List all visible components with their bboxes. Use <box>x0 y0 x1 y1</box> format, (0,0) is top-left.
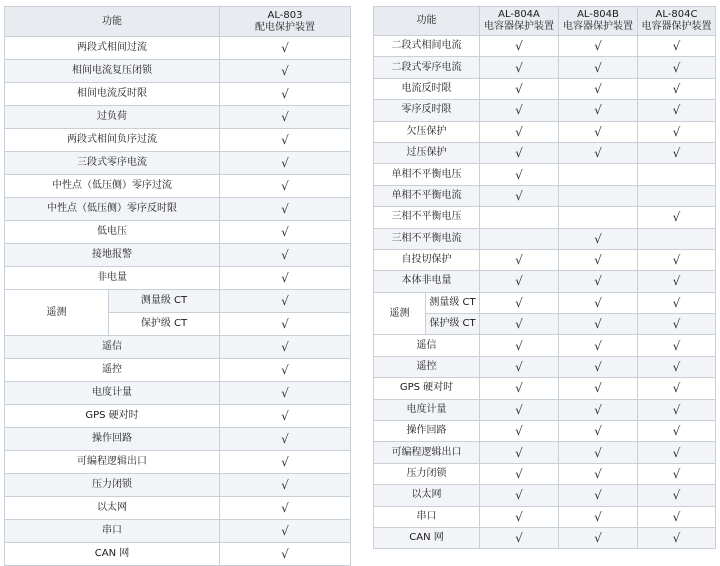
table-row <box>374 421 716 442</box>
table-row <box>374 207 716 228</box>
check-mark-c: √ <box>638 36 716 57</box>
check-mark-a: √ <box>480 78 559 99</box>
function-name: 遥信 <box>374 335 480 356</box>
check-mark: √ <box>220 520 351 543</box>
check-mark-b: √ <box>559 100 638 121</box>
check-mark-a: √ <box>480 314 559 335</box>
table-row <box>5 152 351 175</box>
table-row <box>5 290 351 313</box>
check-mark-c <box>638 164 716 185</box>
table-row <box>374 36 716 57</box>
function-name: 自投切保护 <box>374 249 480 270</box>
check-mark-c: √ <box>638 399 716 420</box>
table-row <box>374 78 716 99</box>
al804c-header <box>638 7 716 36</box>
check-mark-b <box>559 164 638 185</box>
check-mark: √ <box>220 313 351 336</box>
check-mark-b: √ <box>559 421 638 442</box>
check-mark-b: √ <box>559 228 638 249</box>
check-mark-b: √ <box>559 335 638 356</box>
check-mark: √ <box>220 129 351 152</box>
check-mark: √ <box>220 497 351 520</box>
check-mark-a: √ <box>480 421 559 442</box>
check-mark-b: √ <box>559 506 638 527</box>
check-mark: √ <box>220 244 351 267</box>
function-name: GPS 硬对时 <box>374 378 480 399</box>
al803-header-model: AL-803 <box>267 9 303 21</box>
check-mark-a: √ <box>480 356 559 377</box>
check-mark: √ <box>220 474 351 497</box>
table-row <box>5 451 351 474</box>
telemetry-sub-name: 保护级 CT <box>426 314 480 335</box>
check-mark: √ <box>220 37 351 60</box>
check-mark-c: √ <box>638 100 716 121</box>
check-mark-b: √ <box>559 292 638 313</box>
check-mark-b: √ <box>559 57 638 78</box>
check-mark-a <box>480 228 559 249</box>
check-mark-a: √ <box>480 527 559 548</box>
al804c-header-desc: 电容器保护装置 <box>641 21 712 32</box>
check-mark-a: √ <box>480 506 559 527</box>
table-row <box>374 249 716 270</box>
function-name: 压力闭锁 <box>5 474 220 497</box>
table-row <box>5 520 351 543</box>
check-mark-b: √ <box>559 271 638 292</box>
table-row <box>5 497 351 520</box>
check-mark-c: √ <box>638 527 716 548</box>
al803-header <box>220 7 351 37</box>
table-row <box>374 463 716 484</box>
function-name: 二段式零序电流 <box>374 57 480 78</box>
table-row <box>5 37 351 60</box>
check-mark-b: √ <box>559 442 638 463</box>
al804b-header-desc: 电容器保护装置 <box>563 21 633 32</box>
function-name: 两段式相间负序过流 <box>5 129 220 152</box>
table-row <box>374 164 716 185</box>
check-mark-a: √ <box>480 36 559 57</box>
check-mark: √ <box>220 175 351 198</box>
check-mark-a: √ <box>480 100 559 121</box>
table-row <box>374 485 716 506</box>
check-mark-c: √ <box>638 292 716 313</box>
check-mark-a: √ <box>480 292 559 313</box>
check-mark-c: √ <box>638 335 716 356</box>
check-mark-a: √ <box>480 399 559 420</box>
check-mark-c <box>638 185 716 206</box>
check-mark: √ <box>220 221 351 244</box>
function-name: 单相不平衡电流 <box>374 185 480 206</box>
check-mark-c: √ <box>638 271 716 292</box>
check-mark-b: √ <box>559 78 638 99</box>
check-mark-a: √ <box>480 335 559 356</box>
check-mark: √ <box>220 428 351 451</box>
check-mark: √ <box>220 543 351 566</box>
table-row <box>374 356 716 377</box>
function-name: 电流反时限 <box>374 78 480 99</box>
table-row <box>5 543 351 566</box>
al804b-header-model: AL-804B <box>577 9 619 20</box>
function-name: 单相不平衡电压 <box>374 164 480 185</box>
function-name: 二段式相间电流 <box>374 36 480 57</box>
check-mark-a: √ <box>480 485 559 506</box>
header-row <box>374 7 716 36</box>
telemetry-sub-name: 测量级 CT <box>426 292 480 313</box>
check-mark: √ <box>220 382 351 405</box>
check-mark: √ <box>220 405 351 428</box>
check-mark-c: √ <box>638 121 716 142</box>
table-row <box>374 228 716 249</box>
function-name: 遥控 <box>374 356 480 377</box>
check-mark: √ <box>220 451 351 474</box>
function-name: 中性点（低压侧）零序反时限 <box>5 198 220 221</box>
function-name: 接地报警 <box>5 244 220 267</box>
table-row <box>5 474 351 497</box>
function-name: 相间电流复压闭锁 <box>5 60 220 83</box>
function-name: 以太网 <box>5 497 220 520</box>
check-mark-b: √ <box>559 36 638 57</box>
function-name: 欠压保护 <box>374 121 480 142</box>
table-row <box>5 405 351 428</box>
table-row <box>5 60 351 83</box>
al804b-header <box>559 7 638 36</box>
table-row <box>5 129 351 152</box>
check-mark-c: √ <box>638 378 716 399</box>
check-mark-a: √ <box>480 442 559 463</box>
table-row <box>374 378 716 399</box>
check-mark-c: √ <box>638 506 716 527</box>
table-row <box>5 336 351 359</box>
function-name: 低电压 <box>5 221 220 244</box>
check-mark-c: √ <box>638 249 716 270</box>
check-mark-a: √ <box>480 249 559 270</box>
check-mark-c: √ <box>638 463 716 484</box>
al803-header-desc: 配电保护装置 <box>255 21 315 33</box>
function-name: 以太网 <box>374 485 480 506</box>
check-mark-c: √ <box>638 485 716 506</box>
function-name: 零序反时限 <box>374 100 480 121</box>
table-row <box>374 57 716 78</box>
check-mark-b: √ <box>559 314 638 335</box>
check-mark: √ <box>220 83 351 106</box>
function-name: 操作回路 <box>374 421 480 442</box>
table-row <box>5 428 351 451</box>
check-mark-b: √ <box>559 378 638 399</box>
check-mark-c: √ <box>638 356 716 377</box>
table-row <box>5 175 351 198</box>
check-mark: √ <box>220 106 351 129</box>
check-mark-c: √ <box>638 207 716 228</box>
table-row <box>374 100 716 121</box>
table-row <box>374 185 716 206</box>
header-row <box>5 7 351 37</box>
table-row <box>374 121 716 142</box>
al804a-header <box>480 7 559 36</box>
function-header: 功能 <box>374 7 480 36</box>
check-mark: √ <box>220 290 351 313</box>
table-row <box>5 221 351 244</box>
function-name: 电度计量 <box>5 382 220 405</box>
table-row <box>5 267 351 290</box>
check-mark-b: √ <box>559 249 638 270</box>
check-mark: √ <box>220 198 351 221</box>
check-mark: √ <box>220 267 351 290</box>
check-mark-c: √ <box>638 421 716 442</box>
telemetry-label: 遥测 <box>5 290 109 336</box>
table-row <box>5 106 351 129</box>
check-mark-a: √ <box>480 142 559 163</box>
function-name: 三相不平衡电流 <box>374 228 480 249</box>
function-name: 中性点（低压侧）零序过流 <box>5 175 220 198</box>
check-mark: √ <box>220 60 351 83</box>
check-mark-a: √ <box>480 378 559 399</box>
al804-feature-table <box>373 6 716 549</box>
function-name: GPS 硬对时 <box>5 405 220 428</box>
check-mark-c: √ <box>638 57 716 78</box>
check-mark-c: √ <box>638 142 716 163</box>
function-name: 非电量 <box>5 267 220 290</box>
telemetry-sub-name: 保护级 CT <box>109 313 220 336</box>
check-mark-b <box>559 185 638 206</box>
check-mark: √ <box>220 359 351 382</box>
function-name: 压力闭锁 <box>374 463 480 484</box>
check-mark-b: √ <box>559 485 638 506</box>
check-mark-a: √ <box>480 57 559 78</box>
table-row <box>5 382 351 405</box>
function-header: 功能 <box>5 7 220 37</box>
al804a-header-model: AL-804A <box>498 9 540 20</box>
check-mark-a: √ <box>480 164 559 185</box>
function-name: CAN 网 <box>5 543 220 566</box>
function-name: CAN 网 <box>374 527 480 548</box>
check-mark-c: √ <box>638 314 716 335</box>
function-name: 电度计量 <box>374 399 480 420</box>
function-name: 本体非电量 <box>374 271 480 292</box>
check-mark-c: √ <box>638 78 716 99</box>
check-mark: √ <box>220 336 351 359</box>
table-row <box>374 271 716 292</box>
al804c-header-model: AL-804C <box>655 9 698 20</box>
function-name: 串口 <box>5 520 220 543</box>
check-mark-a: √ <box>480 463 559 484</box>
function-name: 遥信 <box>5 336 220 359</box>
check-mark-c <box>638 228 716 249</box>
check-mark-b: √ <box>559 527 638 548</box>
table-row <box>374 292 716 313</box>
telemetry-sub-name: 测量级 CT <box>109 290 220 313</box>
check-mark-b: √ <box>559 463 638 484</box>
check-mark-b: √ <box>559 121 638 142</box>
function-name: 可编程逻辑出口 <box>5 451 220 474</box>
check-mark-a: √ <box>480 121 559 142</box>
table-row <box>374 142 716 163</box>
function-name: 两段式相间过流 <box>5 37 220 60</box>
function-name: 三相不平衡电压 <box>374 207 480 228</box>
check-mark-b: √ <box>559 399 638 420</box>
function-name: 操作回路 <box>5 428 220 451</box>
al804a-header-desc: 电容器保护装置 <box>484 21 554 32</box>
table-row <box>374 335 716 356</box>
check-mark-b <box>559 207 638 228</box>
function-name: 串口 <box>374 506 480 527</box>
check-mark-a: √ <box>480 185 559 206</box>
table-row <box>374 314 716 335</box>
function-name: 过压保护 <box>374 142 480 163</box>
table-row <box>5 83 351 106</box>
telemetry-label: 遥测 <box>374 292 426 335</box>
check-mark-c: √ <box>638 442 716 463</box>
function-name: 过负荷 <box>5 106 220 129</box>
check-mark-a <box>480 207 559 228</box>
table-row <box>374 442 716 463</box>
al803-feature-table <box>4 6 351 566</box>
function-name: 相间电流反时限 <box>5 83 220 106</box>
function-name: 遥控 <box>5 359 220 382</box>
table-row <box>5 244 351 267</box>
check-mark-a: √ <box>480 271 559 292</box>
function-name: 可编程逻辑出口 <box>374 442 480 463</box>
check-mark: √ <box>220 152 351 175</box>
check-mark-b: √ <box>559 356 638 377</box>
function-name: 三段式零序电流 <box>5 152 220 175</box>
table-row <box>374 399 716 420</box>
table-row <box>374 527 716 548</box>
table-row <box>374 506 716 527</box>
check-mark-b: √ <box>559 142 638 163</box>
table-row <box>5 198 351 221</box>
table-row <box>5 359 351 382</box>
